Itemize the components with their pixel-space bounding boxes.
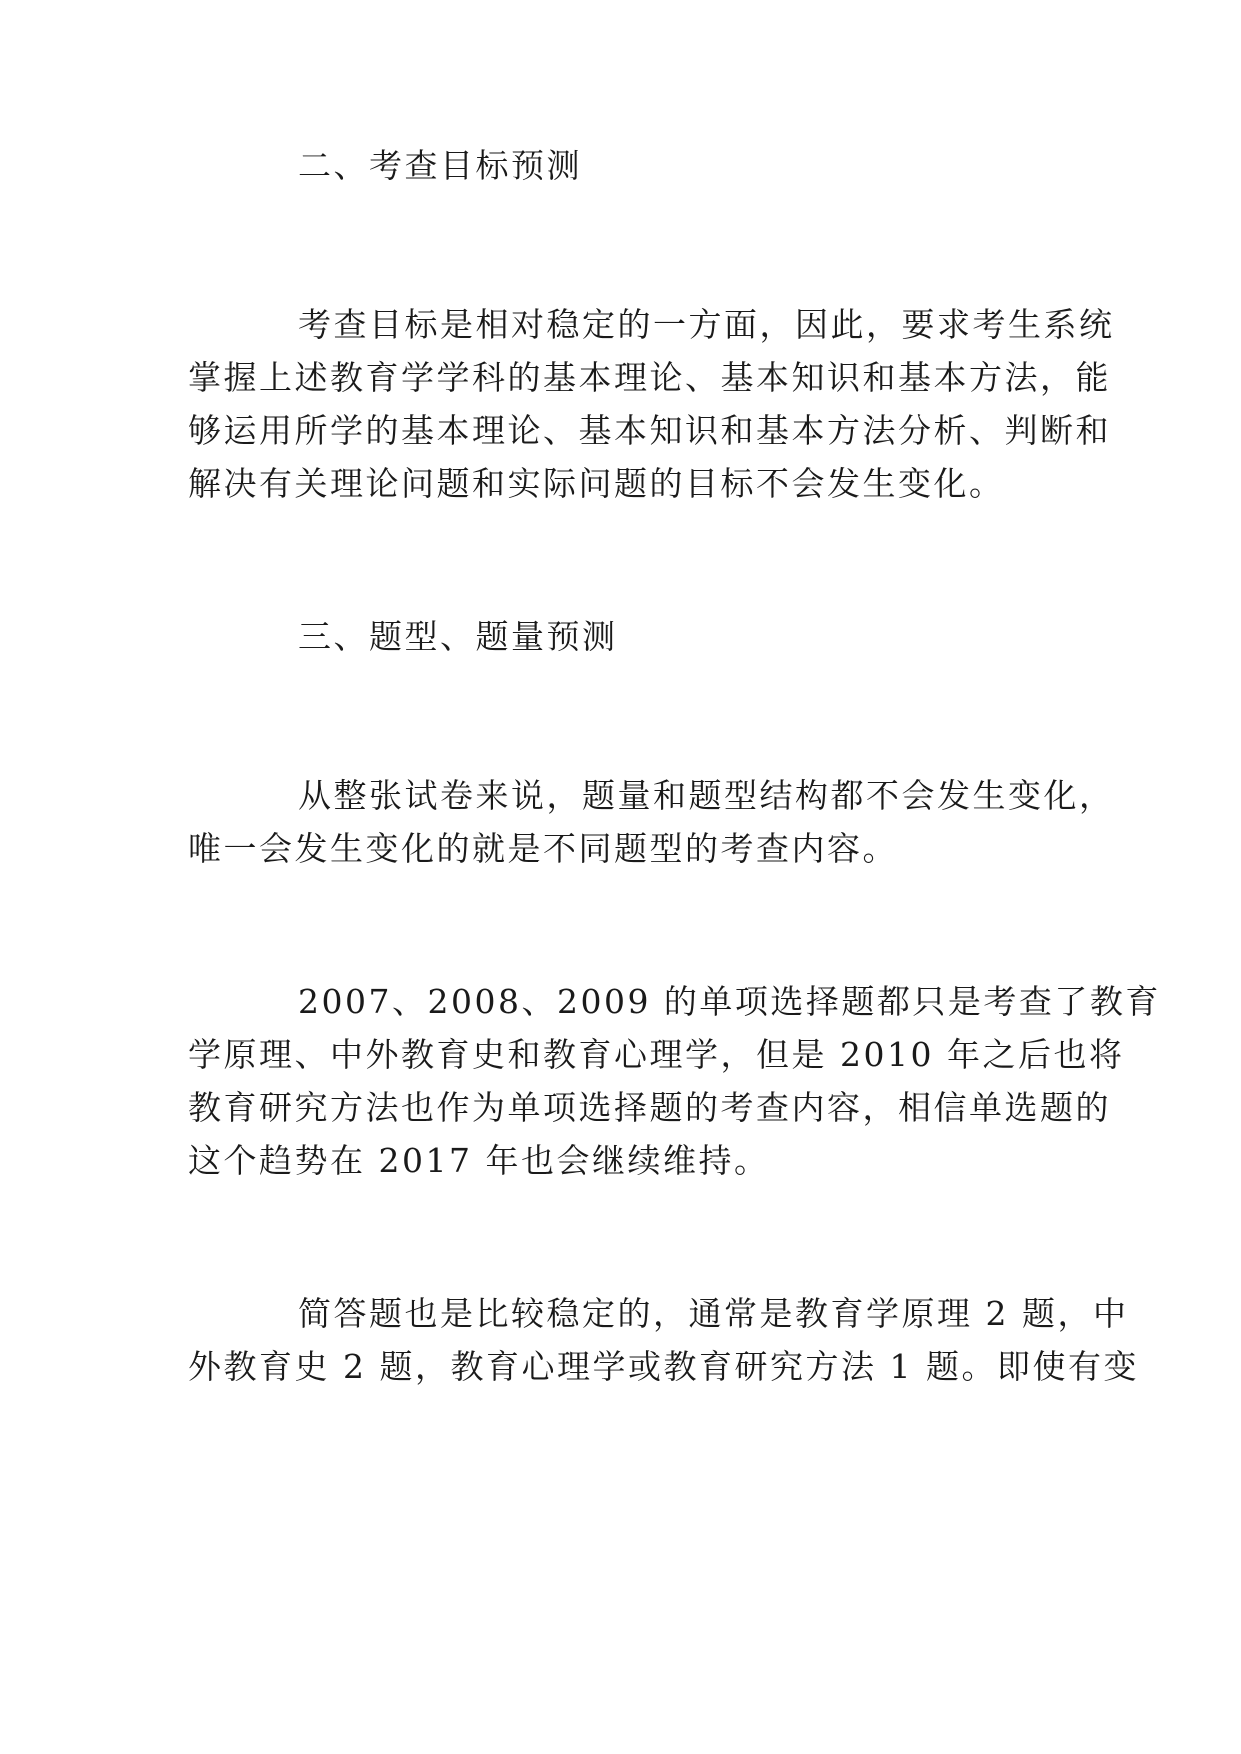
paragraph-line: 外教育史 2 题，教育心理学或教育研究方法 1 题。即使有变 (188, 1347, 1139, 1386)
paragraph-line: 2007、2008、2009 的单项选择题都只是考查了教育 (298, 982, 1161, 1021)
paragraph-line: 教育研究方法也作为单项选择题的考查内容，相信单选题的 (188, 1088, 1111, 1127)
section-heading-3: 三、题型、题量预测 (298, 617, 618, 656)
paragraph-line: 唯一会发生变化的就是不同题型的考查内容。 (188, 829, 898, 868)
section-heading-2: 二、考查目标预测 (298, 146, 582, 185)
paragraph-line: 从整张试卷来说，题量和题型结构都不会发生变化， (298, 776, 1115, 815)
paragraph-line: 这个趋势在 2017 年也会继续维持。 (188, 1141, 770, 1180)
paragraph-line: 简答题也是比较稳定的，通常是教育学原理 2 题，中 (298, 1294, 1129, 1333)
paragraph-line: 学原理、中外教育史和教育心理学，但是 2010 年之后也将 (188, 1035, 1125, 1074)
paragraph-line: 够运用所学的基本理论、基本知识和基本方法分析、判断和 (188, 411, 1111, 450)
paragraph-line: 考查目标是相对稳定的一方面，因此，要求考生系统 (298, 305, 1115, 344)
paragraph-line: 掌握上述教育学学科的基本理论、基本知识和基本方法，能 (188, 358, 1111, 397)
paragraph-line: 解决有关理论问题和实际问题的目标不会发生变化。 (188, 464, 1005, 503)
